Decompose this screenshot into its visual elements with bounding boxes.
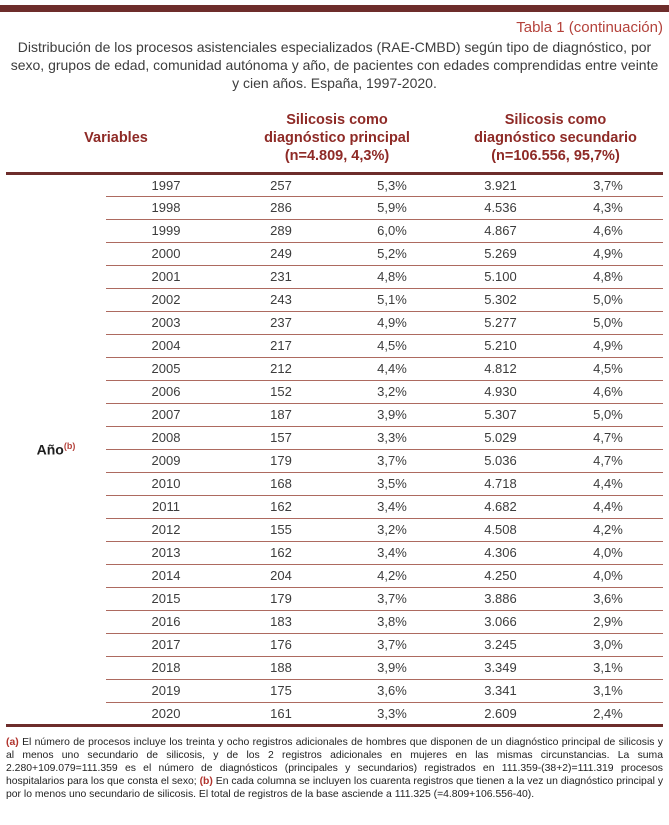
principal-percent-cell: 5,2% bbox=[336, 242, 448, 265]
principal-percent-cell: 3,7% bbox=[336, 587, 448, 610]
principal-count-cell: 179 bbox=[226, 449, 336, 472]
page-title: Distribución de los procesos asistenciales especializados (RAE-CMBD) según tipo de diagnóstico, por sexo, grupos de edad, comunidad autónoma y año, de pacientes con edades comprendidas entre veinte y cien años. España, 1997-2020. bbox=[10, 39, 659, 92]
principal-percent-cell: 3,7% bbox=[336, 633, 448, 656]
secondary-percent-cell: 3,7% bbox=[553, 173, 663, 196]
year-cell: 1997 bbox=[106, 173, 226, 196]
secondary-count-cell: 5.100 bbox=[448, 265, 553, 288]
secondary-count-cell: 5.269 bbox=[448, 242, 553, 265]
table-body bbox=[6, 173, 663, 725]
principal-percent-cell: 3,9% bbox=[336, 656, 448, 679]
secondary-count-cell: 4.812 bbox=[448, 357, 553, 380]
secondary-percent-cell: 4,6% bbox=[553, 219, 663, 242]
year-cell: 2007 bbox=[106, 403, 226, 426]
principal-percent-cell: 3,2% bbox=[336, 518, 448, 541]
principal-percent-cell: 4,2% bbox=[336, 564, 448, 587]
footnotes bbox=[6, 736, 663, 802]
principal-percent-cell: 5,3% bbox=[336, 173, 448, 196]
year-cell: 2001 bbox=[106, 265, 226, 288]
secondary-percent-cell: 3,1% bbox=[553, 656, 663, 679]
column-header-principal-label: Silicosis como diagnóstico principal (n=4.809, 4,3%) bbox=[264, 111, 410, 164]
secondary-percent-cell: 4,9% bbox=[553, 242, 663, 265]
principal-percent-cell: 3,4% bbox=[336, 541, 448, 564]
column-header-secondary-label: Silicosis como diagnóstico secundario (n=106.556, 95,7%) bbox=[474, 111, 637, 164]
year-cell: 2004 bbox=[106, 334, 226, 357]
principal-percent-cell: 4,5% bbox=[336, 334, 448, 357]
secondary-percent-cell: 4,9% bbox=[553, 334, 663, 357]
year-cell: 2005 bbox=[106, 357, 226, 380]
year-cell: 2018 bbox=[106, 656, 226, 679]
principal-count-cell: 204 bbox=[226, 564, 336, 587]
principal-percent-cell: 4,9% bbox=[336, 311, 448, 334]
principal-count-cell: 237 bbox=[226, 311, 336, 334]
year-cell: 2008 bbox=[106, 426, 226, 449]
secondary-percent-cell: 2,9% bbox=[553, 610, 663, 633]
secondary-percent-cell: 2,4% bbox=[593, 705, 623, 721]
principal-count-cell: 187 bbox=[226, 403, 336, 426]
year-cell: 2002 bbox=[106, 288, 226, 311]
secondary-percent-cell: 4,4% bbox=[553, 495, 663, 518]
year-cell: 2019 bbox=[106, 679, 226, 702]
secondary-count-cell: 4.306 bbox=[448, 541, 553, 564]
column-header-secondary bbox=[448, 109, 663, 174]
year-cell: 2017 bbox=[106, 633, 226, 656]
row-group-label: Año bbox=[36, 441, 64, 458]
principal-count-cell: 257 bbox=[226, 173, 336, 196]
secondary-count-cell: 3.245 bbox=[448, 633, 553, 656]
secondary-count-cell: 5.277 bbox=[448, 311, 553, 334]
secondary-percent-cell: 3,6% bbox=[553, 587, 663, 610]
secondary-percent-cell: 3,1% bbox=[553, 679, 663, 702]
secondary-count-cell: 5.029 bbox=[448, 426, 553, 449]
footnote-a-marker: (a) bbox=[6, 736, 19, 748]
secondary-count-cell: 2.609 bbox=[484, 705, 517, 721]
column-header-variables bbox=[6, 109, 226, 174]
principal-count-cell: 249 bbox=[226, 242, 336, 265]
principal-count-cell: 243 bbox=[226, 288, 336, 311]
principal-percent-cell: 3,6% bbox=[336, 679, 448, 702]
secondary-percent-cell: 4,0% bbox=[553, 564, 663, 587]
principal-count-cell: 179 bbox=[226, 587, 336, 610]
principal-percent-cell: 3,4% bbox=[336, 495, 448, 518]
secondary-count-cell: 4.930 bbox=[448, 380, 553, 403]
secondary-percent-cell: 4,7% bbox=[553, 449, 663, 472]
principal-percent-cell: 3,5% bbox=[336, 472, 448, 495]
secondary-percent-cell: 4,5% bbox=[553, 357, 663, 380]
principal-percent-cell: 6,0% bbox=[336, 219, 448, 242]
secondary-count-cell: 5.302 bbox=[448, 288, 553, 311]
principal-count-cell: 168 bbox=[226, 472, 336, 495]
secondary-count-cell: 4.536 bbox=[448, 196, 553, 219]
top-rule bbox=[0, 5, 669, 12]
principal-count-cell: 155 bbox=[226, 518, 336, 541]
principal-count-cell: 152 bbox=[226, 380, 336, 403]
footnote-a-text: El número de procesos incluye los treinta y ocho registros adicionales de hombres que disponen de un diagnóstico principal de silicosis y al menos uno secundario de silicosis, y de los 2 registros adicionales en mujeres en las mismas circunstancias. La suma 2.280+109.079=111.359 es el número de diagnósticos (principales y secundarios) registrados en 111.359-(38+2)=111.319 procesos hospitalarios para los que consta el sexo; bbox=[6, 736, 663, 788]
secondary-count-cell: 3.886 bbox=[448, 587, 553, 610]
year-cell: 2012 bbox=[106, 518, 226, 541]
year-cell: 2010 bbox=[106, 472, 226, 495]
secondary-percent-cell: 4,6% bbox=[553, 380, 663, 403]
principal-count-cell: 289 bbox=[226, 219, 336, 242]
year-cell: 2003 bbox=[106, 311, 226, 334]
year-cell: 2014 bbox=[106, 564, 226, 587]
year-cell: 1998 bbox=[106, 196, 226, 219]
column-header-variables-label: Variables bbox=[84, 129, 148, 146]
principal-count-cell: 286 bbox=[226, 196, 336, 219]
year-cell: 2015 bbox=[106, 587, 226, 610]
footnote-b-reference: (b) bbox=[63, 441, 76, 452]
secondary-percent-cell: 4,4% bbox=[553, 472, 663, 495]
secondary-percent-cell: 4,0% bbox=[553, 541, 663, 564]
principal-count-cell: 183 bbox=[226, 610, 336, 633]
secondary-percent-cell: 4,8% bbox=[553, 265, 663, 288]
table-row bbox=[6, 173, 663, 196]
secondary-count-cell: 5.036 bbox=[448, 449, 553, 472]
table-label: Tabla 1 (continuación) bbox=[516, 19, 663, 36]
principal-percent-cell: 3,3% bbox=[336, 426, 448, 449]
year-cell: 2011 bbox=[106, 495, 226, 518]
footnote-b-text: En cada columna se incluyen los cuarenta registros que tienen a la vez un diagnóstico principal y por lo menos uno secundario de silicosis. El total de registros de la base asciende a 111.325 (=4.809+106.556-40). bbox=[6, 776, 664, 801]
principal-percent-cell: 3,7% bbox=[336, 449, 448, 472]
footnote-b-marker: (b) bbox=[199, 776, 213, 788]
year-cell: 1999 bbox=[106, 219, 226, 242]
secondary-count-cell: 3.066 bbox=[448, 610, 553, 633]
year-cell: 2006 bbox=[106, 380, 226, 403]
principal-count-cell: 162 bbox=[226, 541, 336, 564]
secondary-percent-cell: 4,2% bbox=[553, 518, 663, 541]
table-header bbox=[6, 109, 663, 174]
secondary-count-cell: 3.349 bbox=[448, 656, 553, 679]
year-cell: 2009 bbox=[106, 449, 226, 472]
secondary-count-cell: 4.250 bbox=[448, 564, 553, 587]
secondary-percent-cell: 5,0% bbox=[553, 288, 663, 311]
secondary-percent-cell: 5,0% bbox=[553, 403, 663, 426]
year-cell: 2013 bbox=[106, 541, 226, 564]
principal-count-cell: 217 bbox=[226, 334, 336, 357]
principal-percent-cell: 3,3% bbox=[377, 705, 407, 721]
principal-percent-cell: 5,1% bbox=[336, 288, 448, 311]
principal-percent-cell: 4,4% bbox=[336, 357, 448, 380]
principal-count-cell: 175 bbox=[226, 679, 336, 702]
secondary-count-cell: 4.508 bbox=[448, 518, 553, 541]
secondary-percent-cell: 4,7% bbox=[553, 426, 663, 449]
secondary-count-cell: 5.307 bbox=[448, 403, 553, 426]
year-cell: 2020 bbox=[151, 705, 181, 721]
principal-percent-cell: 3,9% bbox=[336, 403, 448, 426]
principal-count-cell: 188 bbox=[226, 656, 336, 679]
principal-percent-cell: 5,9% bbox=[336, 196, 448, 219]
principal-count-cell: 162 bbox=[226, 495, 336, 518]
secondary-percent-cell: 5,0% bbox=[553, 311, 663, 334]
principal-percent-cell: 4,8% bbox=[336, 265, 448, 288]
data-table bbox=[6, 109, 663, 727]
principal-count-cell: 161 bbox=[270, 705, 292, 721]
principal-count-cell: 231 bbox=[226, 265, 336, 288]
secondary-count-cell: 4.867 bbox=[448, 219, 553, 242]
principal-count-cell: 176 bbox=[226, 633, 336, 656]
principal-count-cell: 157 bbox=[226, 426, 336, 449]
secondary-count-cell: 3.921 bbox=[448, 173, 553, 196]
year-cell: 2000 bbox=[106, 242, 226, 265]
column-header-principal bbox=[226, 109, 448, 174]
secondary-percent-cell: 4,3% bbox=[553, 196, 663, 219]
secondary-count-cell: 4.682 bbox=[448, 495, 553, 518]
principal-percent-cell: 3,8% bbox=[336, 610, 448, 633]
secondary-count-cell: 5.210 bbox=[448, 334, 553, 357]
principal-count-cell: 212 bbox=[226, 357, 336, 380]
secondary-count-cell: 4.718 bbox=[448, 472, 553, 495]
secondary-percent-cell: 3,0% bbox=[553, 633, 663, 656]
secondary-count-cell: 3.341 bbox=[448, 679, 553, 702]
year-cell: 2016 bbox=[106, 610, 226, 633]
principal-percent-cell: 3,2% bbox=[336, 380, 448, 403]
page bbox=[0, 19, 669, 801]
row-group-cell bbox=[6, 173, 106, 725]
